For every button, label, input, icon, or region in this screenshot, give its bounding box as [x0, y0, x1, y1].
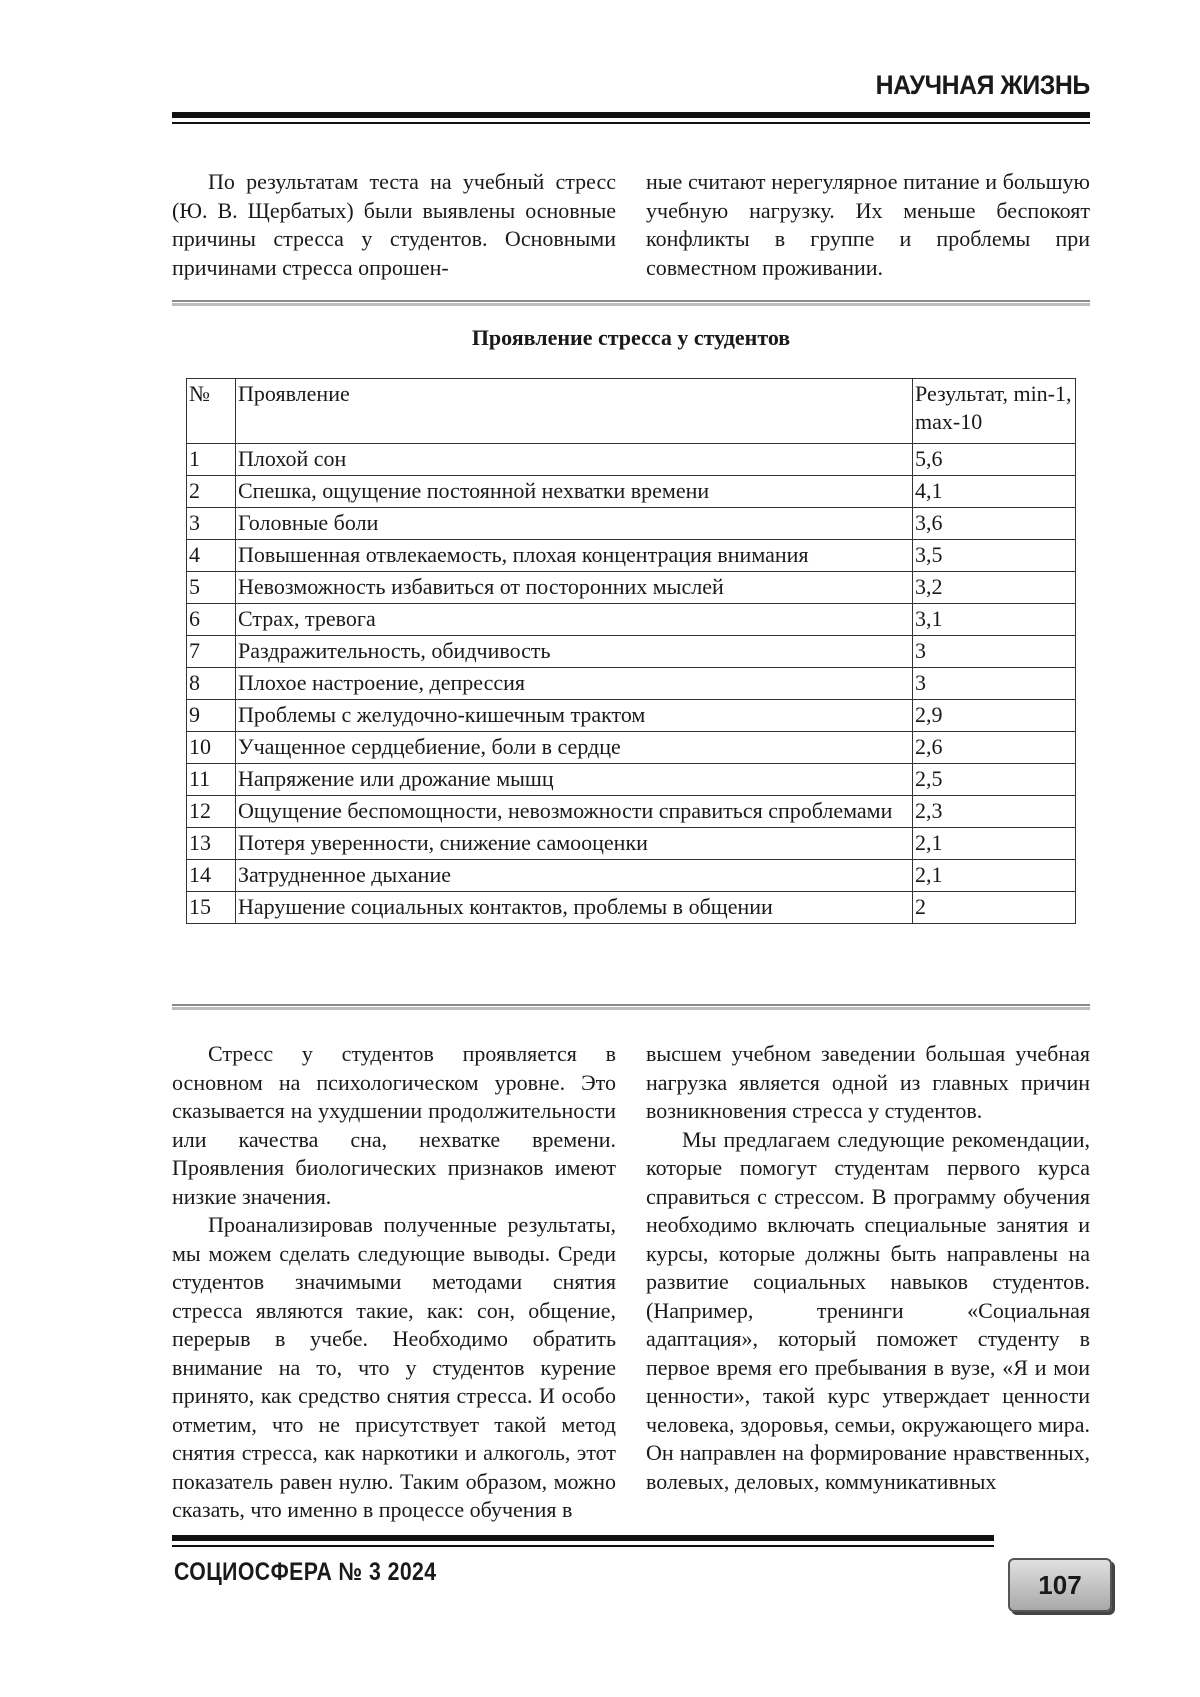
row-number-cell: 9	[187, 700, 236, 732]
row-result-cell: 3,2	[913, 572, 1076, 604]
body-left-column	[172, 1040, 616, 1525]
row-number-cell: 15	[187, 892, 236, 924]
header-cell-number: №	[187, 379, 236, 444]
row-number-cell: 12	[187, 796, 236, 828]
row-manifestation-cell: Затрудненное дыхание	[236, 860, 913, 892]
row-result-cell: 4,1	[913, 476, 1076, 508]
row-result-cell: 3,6	[913, 508, 1076, 540]
table-row	[187, 700, 1076, 732]
table-bottom-rule	[172, 1004, 1090, 1010]
row-result-cell: 2	[913, 892, 1076, 924]
table-row	[187, 476, 1076, 508]
row-number-cell: 7	[187, 636, 236, 668]
row-manifestation-cell: Страх, тревога	[236, 604, 913, 636]
row-number-cell: 2	[187, 476, 236, 508]
table-row	[187, 636, 1076, 668]
row-manifestation-cell: Проблемы с желудочно-кишечным трактом	[236, 700, 913, 732]
header-rule-thin	[172, 122, 1090, 124]
table-top-rule	[172, 300, 1090, 306]
row-manifestation-cell: Невозможность избавиться от посторонних мыслей	[236, 572, 913, 604]
row-result-cell: 2,1	[913, 860, 1076, 892]
row-number-cell: 14	[187, 860, 236, 892]
footer-rule-thin	[172, 1545, 994, 1547]
table-row	[187, 732, 1076, 764]
row-manifestation-cell: Повышенная отвлекаемость, плохая концентрация внимания	[236, 540, 913, 572]
row-manifestation-cell: Плохой сон	[236, 444, 913, 476]
row-result-cell: 2,1	[913, 828, 1076, 860]
intro-left-column	[172, 168, 616, 282]
row-number-cell: 10	[187, 732, 236, 764]
row-result-cell: 2,9	[913, 700, 1076, 732]
row-manifestation-cell: Плохое настроение, депрессия	[236, 668, 913, 700]
section-title: НАУЧНАЯ ЖИЗНЬ	[875, 70, 1090, 100]
row-result-cell: 3	[913, 668, 1076, 700]
row-result-cell: 3,1	[913, 604, 1076, 636]
table-row	[187, 764, 1076, 796]
table-header-row	[187, 379, 1076, 444]
row-result-cell: 2,3	[913, 796, 1076, 828]
stress-table	[186, 378, 1076, 924]
table-row	[187, 892, 1076, 924]
header-cell-manifestation: Проявление	[236, 379, 913, 444]
header-cell-result: Результат, min-1, max-10	[913, 379, 1076, 444]
journal-issue: СОЦИОСФЕРА № 3 2024	[174, 1558, 437, 1586]
body-right-column	[646, 1040, 1090, 1496]
table-row	[187, 796, 1076, 828]
table-row	[187, 540, 1076, 572]
table-row	[187, 604, 1076, 636]
row-manifestation-cell: Головные боли	[236, 508, 913, 540]
intro-paragraph-left: По результатам теста на учебный стресс (Ю. В. Щербатых) были выявлены основные причины стресса у студентов. Основными причинами стресса опрошен-	[172, 169, 616, 280]
table-row	[187, 572, 1076, 604]
table-row	[187, 444, 1076, 476]
body-left-paragraph-1: Стресс у студентов проявляется в основном на психологическом уровне. Это сказывается на ухудшении продолжительности или качества сна, нехватке времени. Проявления биологических признаков имеют низкие значения.	[172, 1041, 616, 1209]
row-manifestation-cell: Ощущение беспомощности, невозможности справиться спроблемами	[236, 796, 913, 828]
row-manifestation-cell: Учащенное сердцебиение, боли в сердце	[236, 732, 913, 764]
page-number: 107	[1008, 1558, 1112, 1612]
intro-paragraph-right: ные считают нерегулярное питание и большую учебную нагрузку. Их меньше беспокоят конфликты в группе и проблемы при совместном проживании.	[646, 169, 1090, 280]
row-result-cell: 3	[913, 636, 1076, 668]
row-manifestation-cell: Спешка, ощущение постоянной нехватки времени	[236, 476, 913, 508]
row-number-cell: 4	[187, 540, 236, 572]
table-row	[187, 508, 1076, 540]
row-number-cell: 8	[187, 668, 236, 700]
intro-right-column	[646, 168, 1090, 282]
row-result-cell: 5,6	[913, 444, 1076, 476]
body-right-paragraph-2: Мы предлагаем следующие рекомендации, которые помогут студентам первого курса справиться с стрессом. В программу обучения необходимо включать специальные занятия и курсы, которые должны быть направлены на развитие социальных навыков студентов. (Например, тренинги «Социальная адаптация», который поможет студенту в первое время его пребывания в вузе, «Я и мои ценности», такой курс утверждает ценности человека, здоровья, семьи, окружающего мира. Он направлен на формирование нравственных, волевых, деловых, коммуникативных	[646, 1126, 1090, 1494]
row-manifestation-cell: Раздражительность, обидчивость	[236, 636, 913, 668]
row-manifestation-cell: Потеря уверенности, снижение самооценки	[236, 828, 913, 860]
body-right-paragraph-1: высшем учебном заведении большая учебная нагрузка является одной из главных причин возникновения стресса у студентов.	[646, 1041, 1090, 1123]
table-row	[187, 860, 1076, 892]
footer-rule-thick	[172, 1535, 994, 1541]
row-result-cell: 2,6	[913, 732, 1076, 764]
row-result-cell: 3,5	[913, 540, 1076, 572]
table-row	[187, 828, 1076, 860]
row-number-cell: 13	[187, 828, 236, 860]
table-row	[187, 668, 1076, 700]
row-manifestation-cell: Нарушение социальных контактов, проблемы в общении	[236, 892, 913, 924]
body-left-paragraph-2: Проанализировав полученные результаты, мы можем сделать следующие выводы. Среди студентов значимыми методами снятия стресса являются такие, как: сон, общение, перерыв в учебе. Необходимо обратить внимание на то, что у студентов курение принято, как средство снятия стресса. И особо отметим, что не присутствует такой метод снятия стресса, как наркотики и алкоголь, этот показатель равен нулю. Таким образом, можно сказать, что именно в процессе обучения в	[172, 1212, 616, 1522]
row-number-cell: 11	[187, 764, 236, 796]
table-title: Проявление стресса у студентов	[471, 325, 791, 350]
row-manifestation-cell: Напряжение или дрожание мышц	[236, 764, 913, 796]
row-number-cell: 5	[187, 572, 236, 604]
row-number-cell: 6	[187, 604, 236, 636]
row-result-cell: 2,5	[913, 764, 1076, 796]
row-number-cell: 3	[187, 508, 236, 540]
row-number-cell: 1	[187, 444, 236, 476]
header-rule-thick	[172, 112, 1090, 118]
